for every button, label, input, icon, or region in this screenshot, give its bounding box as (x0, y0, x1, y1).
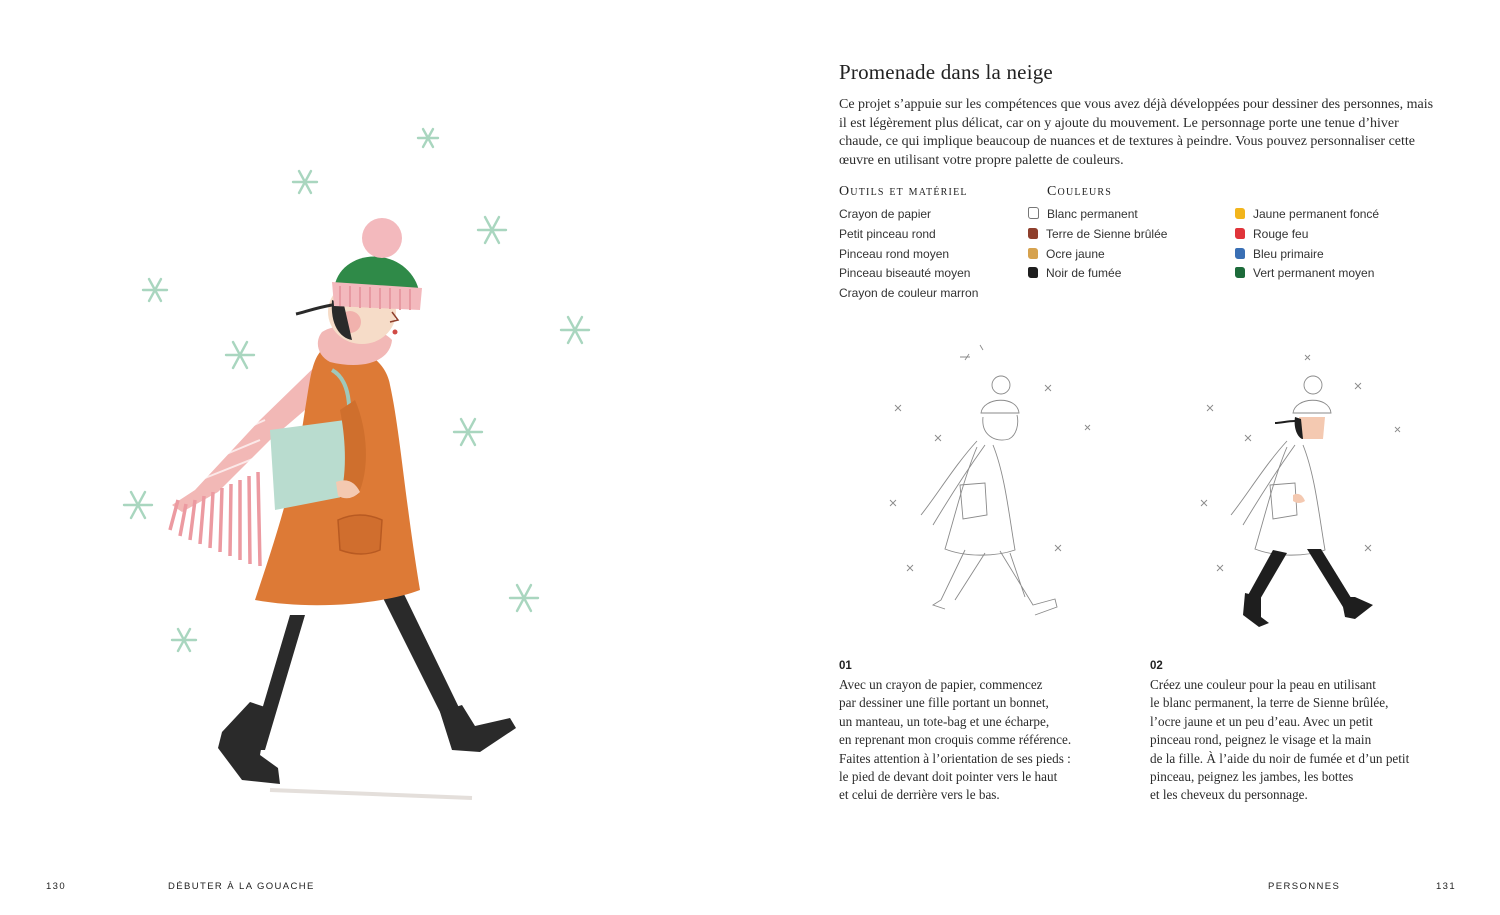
list-item (1235, 205, 1379, 225)
color-swatch (1235, 267, 1245, 278)
color-label: Ocre jaune (1046, 246, 1105, 261)
list-item (1028, 225, 1167, 245)
list-item (1235, 264, 1379, 284)
text-line: en reprenant mon croquis comme référence. (839, 732, 1072, 748)
tools-heading: Outils et matériel (839, 184, 968, 199)
text-line: de la fille. À l’aide du noir de fumée et d’un petit (1150, 750, 1410, 766)
step-number: 01 (839, 660, 852, 672)
page-number-left: 130 (46, 881, 67, 892)
page-title: Promenade dans la neige (839, 60, 1053, 84)
list-item: Crayon de papier (839, 207, 932, 221)
color-label: Terre de Sienne brûlée (1046, 226, 1168, 241)
intro-paragraph: Ce projet s’appuie sur les compétences que vous avez déjà développées pour dessiner des personnes, mais il est légèrement plus délicat, car on y ajoute du mouvement. Le personnage porte une tenue d’hiver chaude, ce qui implique beaucoup de nuances et de textures à peindre. Vous pouvez personnaliser cette œuvre en utilisant votre propre palette de couleurs. (839, 97, 1434, 168)
color-swatch (1235, 208, 1245, 219)
color-label: Noir de fumée (1046, 266, 1122, 281)
colors-heading: Couleurs (1047, 184, 1113, 199)
page-number-right: 131 (1436, 881, 1457, 892)
list-item (1028, 245, 1167, 265)
walking-girl-illustration (100, 100, 600, 820)
list-item: Crayon de couleur marron (839, 286, 979, 301)
color-label: Rouge feu (1253, 226, 1309, 241)
list-item: Petit pinceau rond (839, 226, 936, 241)
text-line: et les cheveux du personnage. (1150, 787, 1308, 803)
step-02-text (1150, 676, 1440, 805)
text-line: le pied de devant doit pointer vers le haut (839, 769, 1058, 785)
text-line: un manteau, un tote-bag et une écharpe, (839, 713, 1050, 729)
color-label: Blanc permanent (1047, 207, 1138, 221)
color-swatch (1235, 248, 1245, 259)
color-swatch (1028, 228, 1038, 239)
step-02-sketch (1195, 335, 1425, 635)
color-label: Bleu primaire (1253, 246, 1324, 261)
text-line: pinceau rond, peignez le visage et la main (1150, 732, 1372, 748)
color-swatch (1028, 248, 1038, 259)
color-swatch (1235, 228, 1245, 239)
running-title-left: DÉBUTER À LA GOUACHE (168, 881, 315, 892)
text-line: et celui de derrière vers le bas. (839, 787, 1000, 803)
text-line: Faites attention à l’orientation de ses pieds : (839, 750, 1071, 766)
color-swatch (1028, 207, 1039, 219)
text-line: Créez une couleur pour la peau en utilisant (1150, 677, 1376, 692)
text-line: Avec un crayon de papier, commencez (839, 677, 1043, 692)
list-item (1028, 264, 1167, 284)
running-title-right: PERSONNES (1268, 881, 1341, 892)
color-label: Vert permanent moyen (1253, 266, 1375, 281)
list-item: Pinceau rond moyen (839, 246, 950, 261)
list-item (1028, 205, 1167, 225)
list-item (1235, 225, 1379, 245)
step-01-text (839, 676, 1129, 805)
colors-list-2 (1235, 205, 1379, 284)
colors-list-1 (1028, 205, 1167, 284)
list-item (1235, 245, 1379, 265)
text-line: pinceau, peignez les jambes, les bottes (1150, 769, 1354, 785)
text-line: par dessiner une fille portant un bonnet, (839, 695, 1049, 711)
list-item: Pinceau biseauté moyen (839, 266, 971, 281)
color-swatch (1028, 267, 1038, 278)
color-label: Jaune permanent foncé (1253, 207, 1380, 221)
text-line: le blanc permanent, la terre de Sienne brûlée, (1150, 695, 1389, 711)
step-01-sketch (885, 335, 1115, 635)
text-line: l’ocre jaune et un peu d’eau. Avec un petit (1150, 713, 1373, 729)
step-number: 02 (1150, 660, 1163, 672)
tools-list (839, 205, 978, 304)
